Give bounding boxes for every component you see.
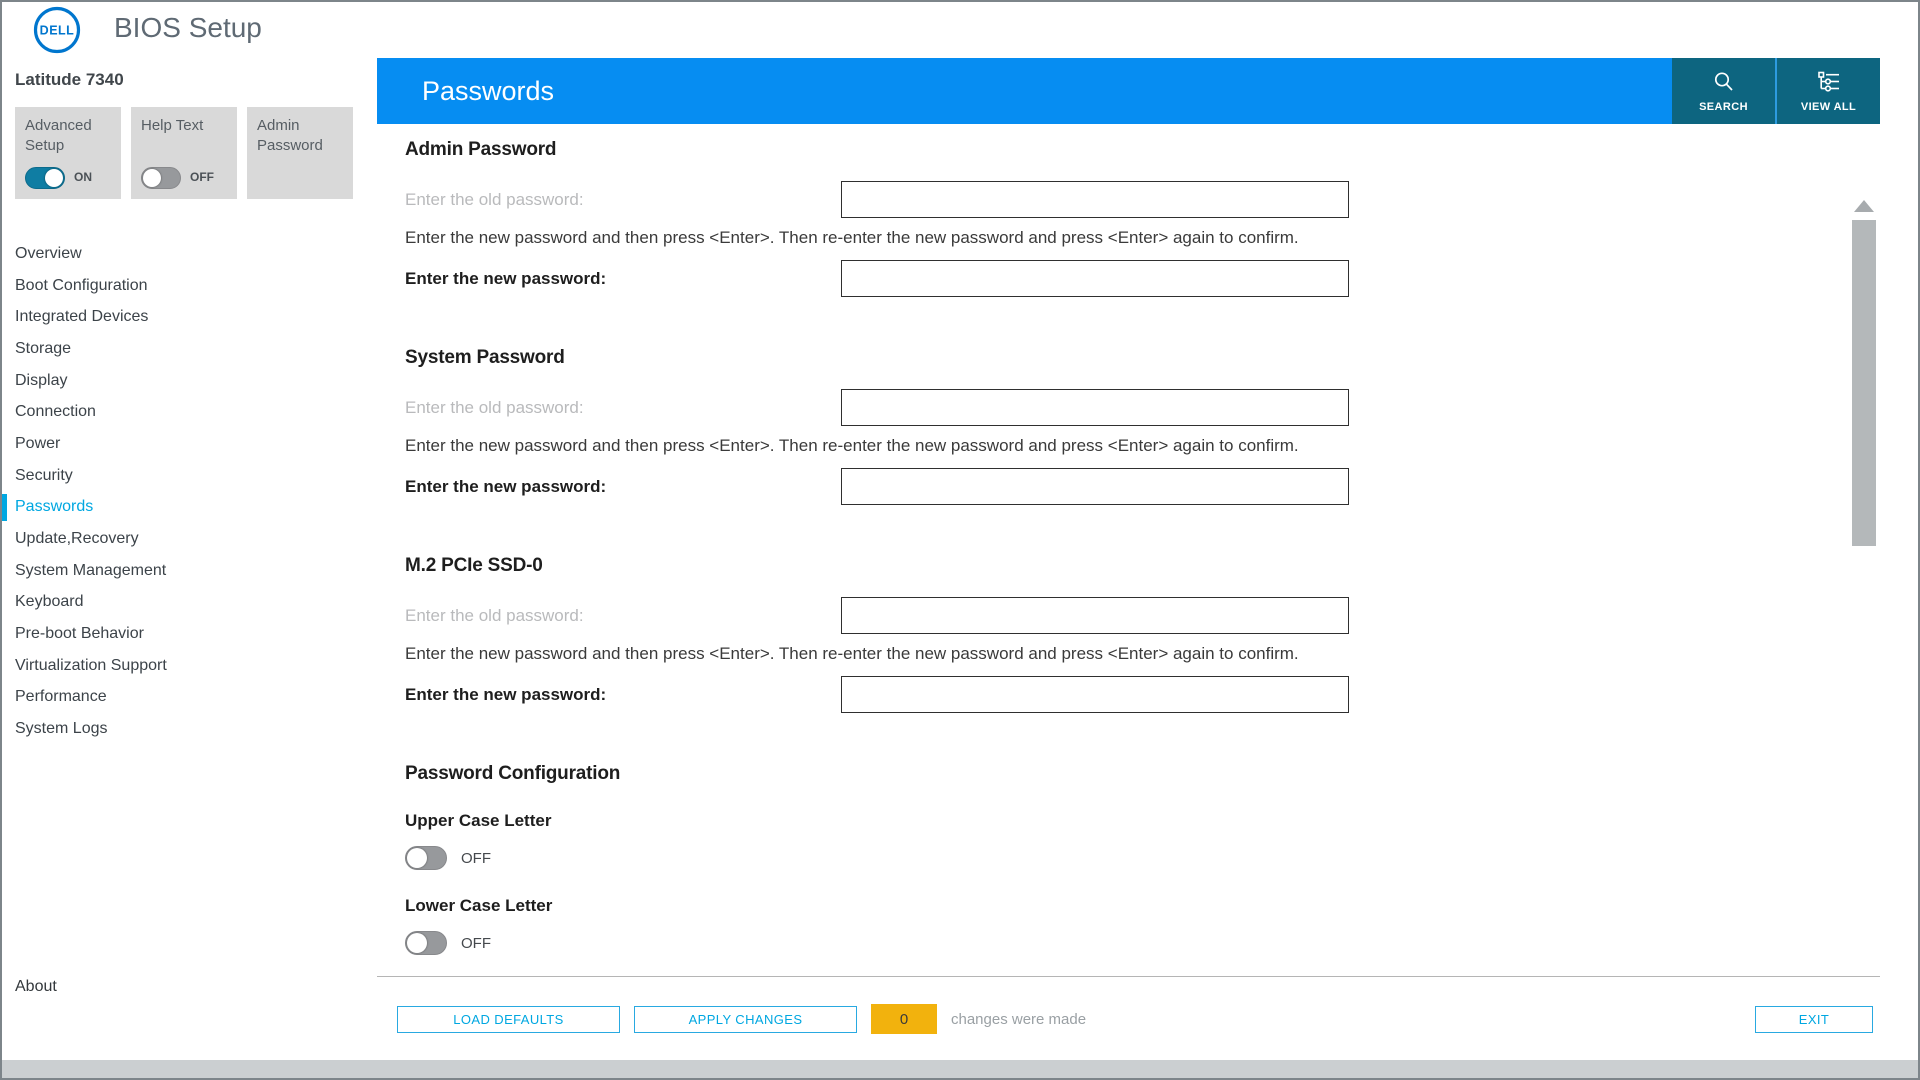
old-password-row (405, 597, 1820, 634)
password-help-text: Enter the new password and then press <Enter>. Then re-enter the new password and press <Enter> again to confirm. (405, 644, 1299, 663)
advanced-setup-toggle-row (25, 167, 92, 189)
sidebar-item-security[interactable]: Security (15, 466, 73, 484)
rule-label-lower-case-letter: Lower Case Letter (405, 896, 553, 915)
sidebar-item-display[interactable]: Display (15, 371, 68, 389)
password-sections (405, 139, 1820, 713)
app-title: BIOS Setup (114, 12, 262, 43)
dell-logo-icon (32, 5, 82, 55)
sidebar-item-system-logs[interactable]: System Logs (15, 720, 108, 738)
section-heading: M.2 PCIe SSD-0 (405, 555, 543, 576)
password-config-heading: Password Configuration (405, 763, 621, 784)
apply-changes-button[interactable]: APPLY CHANGES (634, 1006, 857, 1033)
dell-logo (32, 5, 82, 60)
new-password-row (405, 468, 1820, 505)
password-section-m-2-pcie-ssd-0 (405, 555, 1820, 713)
rule-state-label: OFF (461, 849, 491, 867)
old-password-label: Enter the old password: (405, 189, 584, 209)
sidebar-item-keyboard[interactable]: Keyboard (15, 593, 84, 611)
footer-bar (377, 977, 1918, 1061)
section-heading: Admin Password (405, 139, 557, 160)
search-button-label: SEARCH (1699, 100, 1748, 113)
quick-settings (15, 107, 353, 199)
toggle-knob (143, 169, 161, 187)
rule-label-upper-case-letter: Upper Case Letter (405, 811, 552, 830)
old-password-label: Enter the old password: (405, 605, 584, 625)
sidebar-item-storage[interactable]: Storage (15, 339, 72, 357)
rule-toggle-row (405, 846, 1820, 870)
new-password-row (405, 676, 1820, 713)
toggle-knob (407, 933, 427, 953)
page-title: Passwords (377, 58, 1672, 124)
help-text-state: OFF (190, 170, 214, 185)
search-button[interactable] (1672, 58, 1775, 124)
rule-toggle-row (405, 931, 1820, 955)
scrollbar-up-arrow-icon[interactable] (1854, 200, 1874, 212)
old-password-input[interactable] (841, 389, 1349, 426)
sidebar-item-integrated-devices[interactable]: Integrated Devices (15, 308, 149, 326)
view-all-button[interactable] (1775, 58, 1880, 124)
password-help-text: Enter the new password and then press <Enter>. Then re-enter the new password and press <Enter> again to confirm. (405, 228, 1299, 247)
password-help-text: Enter the new password and then press <Enter>. Then re-enter the new password and press <Enter> again to confirm. (405, 436, 1299, 455)
sidebar-item-system-management[interactable]: System Management (15, 561, 167, 579)
about-link[interactable]: About (15, 978, 57, 995)
advanced-setup-box (15, 107, 121, 199)
help-text-toggle-row (141, 167, 214, 189)
window-bottom-strip (2, 1060, 1918, 1078)
password-config-rules (405, 811, 1820, 955)
changes-count-badge: 0 (871, 1004, 937, 1034)
sidebar-item-passwords[interactable]: Passwords (2, 492, 376, 524)
sidebar-item-connection[interactable]: Connection (15, 403, 96, 421)
new-password-label: Enter the new password: (405, 476, 607, 496)
tree-list-icon (1816, 70, 1842, 94)
old-password-row (405, 181, 1820, 218)
old-password-input[interactable] (841, 181, 1349, 218)
rule-state-label: OFF (461, 934, 491, 952)
model-name: Latitude 7340 (15, 70, 124, 89)
help-text-box (131, 107, 237, 199)
old-password-input[interactable] (841, 597, 1349, 634)
help-text-label: Help Text (141, 117, 204, 134)
new-password-input[interactable] (841, 676, 1349, 713)
toggle-upper-case-letter[interactable] (405, 846, 447, 870)
new-password-row (405, 260, 1820, 297)
page-header (377, 58, 1880, 124)
sidebar-item-pre-boot-behavior[interactable]: Pre-boot Behavior (15, 625, 144, 643)
main-panel (377, 58, 1880, 977)
sidebar-nav (2, 238, 376, 745)
admin-password-box-label: Admin Password (257, 117, 323, 154)
new-password-input[interactable] (841, 260, 1349, 297)
advanced-setup-label: Advanced Setup (25, 117, 92, 154)
admin-password-box[interactable] (247, 107, 353, 199)
password-section-system-password (405, 347, 1820, 505)
search-icon (1712, 70, 1736, 94)
old-password-label: Enter the old password: (405, 397, 584, 417)
help-text-toggle[interactable] (141, 167, 181, 189)
old-password-row (405, 389, 1820, 426)
sidebar-item-update-recovery[interactable]: Update,Recovery (15, 530, 139, 548)
svg-text:DELL: DELL (39, 23, 75, 38)
scrollbar-thumb[interactable] (1852, 220, 1876, 546)
toggle-lower-case-letter[interactable] (405, 931, 447, 955)
sidebar-item-power[interactable]: Power (15, 434, 61, 452)
exit-button[interactable]: EXIT (1755, 1006, 1873, 1033)
scrollbar (1850, 200, 1878, 977)
new-password-input[interactable] (841, 468, 1349, 505)
sidebar-item-overview[interactable]: Overview (15, 244, 82, 262)
sidebar-item-virtualization-support[interactable]: Virtualization Support (15, 656, 167, 674)
load-defaults-button[interactable]: LOAD DEFAULTS (397, 1006, 620, 1033)
new-password-label: Enter the new password: (405, 268, 607, 288)
advanced-setup-toggle[interactable] (25, 167, 65, 189)
view-all-button-label: VIEW ALL (1800, 100, 1857, 113)
advanced-setup-state: ON (74, 170, 92, 185)
toggle-knob (407, 848, 427, 868)
toggle-knob (45, 169, 63, 187)
sidebar-item-performance[interactable]: Performance (15, 688, 107, 706)
section-heading: System Password (405, 347, 565, 368)
sidebar-item-boot-configuration[interactable]: Boot Configuration (15, 276, 148, 294)
new-password-label: Enter the new password: (405, 684, 607, 704)
password-section-admin-password (405, 139, 1820, 297)
changes-text: changes were made (951, 1010, 1087, 1028)
passwords-content (377, 124, 1880, 977)
